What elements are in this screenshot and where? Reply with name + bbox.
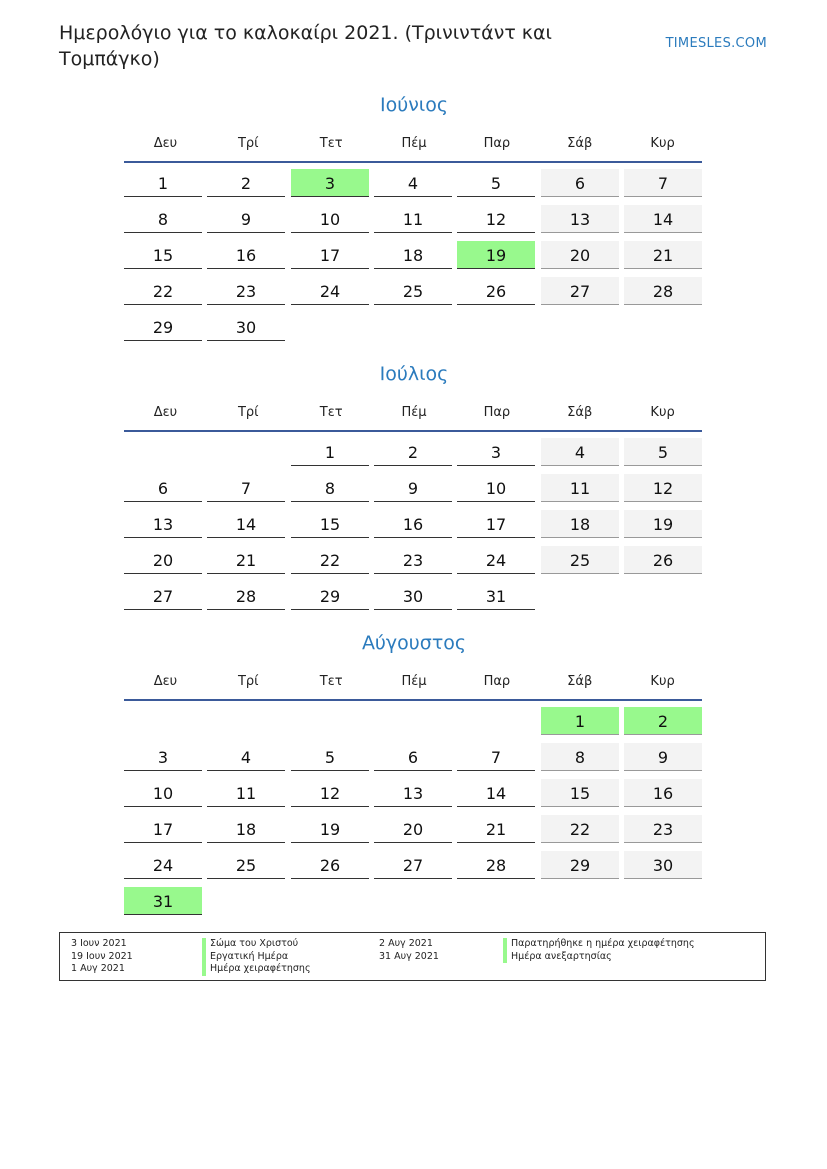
legend-dates-2 <box>379 938 439 963</box>
day-cell[interactable]: 29 <box>124 313 202 341</box>
day-cell[interactable]: 22 <box>291 546 369 574</box>
weekday-label: Κυρ <box>650 136 675 151</box>
day-cell[interactable]: 27 <box>541 277 619 305</box>
day-cell[interactable]: 17 <box>457 510 535 538</box>
header-divider <box>124 699 702 701</box>
weekday-label: Πέμ <box>401 405 427 420</box>
day-cell[interactable]: 28 <box>457 851 535 879</box>
weekday-header <box>124 674 704 689</box>
weekday-label: Πέμ <box>401 674 427 689</box>
month-name: Ιούλιος <box>379 363 449 385</box>
weekday-label: Παρ <box>483 136 511 151</box>
weekday-label: Σάβ <box>567 405 593 420</box>
day-cell[interactable]: 8 <box>124 205 202 233</box>
day-cell[interactable]: 28 <box>624 277 702 305</box>
holiday-legend <box>59 932 766 981</box>
day-cell[interactable]: 26 <box>291 851 369 879</box>
day-cell-holiday[interactable]: 31 <box>124 887 202 915</box>
day-cell[interactable]: 18 <box>207 815 285 843</box>
day-cell[interactable]: 15 <box>124 241 202 269</box>
day-cell[interactable]: 6 <box>124 474 202 502</box>
day-cell[interactable]: 18 <box>541 510 619 538</box>
day-cell[interactable]: 25 <box>541 546 619 574</box>
day-cell[interactable]: 16 <box>624 779 702 807</box>
day-cell[interactable]: 18 <box>374 241 452 269</box>
day-cell[interactable]: 9 <box>624 743 702 771</box>
legend-date: 1 Αυγ 2021 <box>71 963 125 975</box>
day-cell[interactable]: 9 <box>207 205 285 233</box>
day-cell[interactable]: 13 <box>124 510 202 538</box>
day-cell[interactable]: 6 <box>541 169 619 197</box>
day-cell[interactable]: 30 <box>624 851 702 879</box>
day-cell[interactable]: 1 <box>291 438 369 466</box>
day-cell[interactable]: 21 <box>624 241 702 269</box>
day-cell[interactable]: 14 <box>624 205 702 233</box>
legend-names-2 <box>503 938 695 963</box>
day-cell[interactable]: 11 <box>541 474 619 502</box>
day-cell[interactable]: 11 <box>207 779 285 807</box>
day-cell[interactable]: 30 <box>207 313 285 341</box>
header-divider <box>124 430 702 432</box>
day-cell[interactable]: 8 <box>291 474 369 502</box>
day-cell[interactable]: 17 <box>124 815 202 843</box>
day-cell[interactable]: 23 <box>207 277 285 305</box>
day-cell[interactable]: 10 <box>457 474 535 502</box>
month-name: Ιούνιος <box>379 94 449 116</box>
legend-holiday: Σώμα του Χριστού <box>202 938 311 951</box>
day-cell[interactable]: 15 <box>291 510 369 538</box>
day-cell[interactable]: 11 <box>374 205 452 233</box>
legend-holiday: Εργατική Ημέρα <box>202 951 311 964</box>
day-cell[interactable]: 27 <box>124 582 202 610</box>
weekday-label: Κυρ <box>650 674 675 689</box>
weekday-label: Δευ <box>153 405 178 420</box>
day-cell[interactable]: 7 <box>207 474 285 502</box>
day-cell[interactable]: 6 <box>374 743 452 771</box>
day-cell[interactable]: 5 <box>457 169 535 197</box>
weekday-label: Τρί <box>237 674 259 689</box>
day-cell[interactable]: 5 <box>291 743 369 771</box>
weekday-label: Παρ <box>483 405 511 420</box>
legend-holiday: Ημέρα χειραφέτησης <box>202 963 311 976</box>
weekday-label: Σάβ <box>567 136 593 151</box>
day-cell[interactable]: 19 <box>624 510 702 538</box>
day-cell[interactable]: 12 <box>291 779 369 807</box>
day-cell[interactable]: 12 <box>624 474 702 502</box>
day-cell[interactable]: 10 <box>291 205 369 233</box>
day-cell[interactable]: 3 <box>124 743 202 771</box>
day-cell[interactable]: 20 <box>374 815 452 843</box>
day-cell[interactable]: 15 <box>541 779 619 807</box>
day-cell[interactable]: 25 <box>207 851 285 879</box>
day-cell[interactable]: 24 <box>457 546 535 574</box>
day-cell[interactable]: 21 <box>207 546 285 574</box>
day-cell[interactable]: 13 <box>374 779 452 807</box>
day-cell[interactable]: 23 <box>624 815 702 843</box>
weekday-header <box>124 136 704 151</box>
day-cell[interactable]: 20 <box>541 241 619 269</box>
page-title: Ημερολόγιο για το καλοκαίρι 2021. (Τρινιντάντ και Τομπάγκο) <box>59 22 552 70</box>
day-cell-holiday[interactable]: 19 <box>457 241 535 269</box>
day-cell[interactable]: 22 <box>541 815 619 843</box>
day-cell[interactable]: 14 <box>457 779 535 807</box>
legend-holiday: Ημέρα ανεξαρτησίας <box>503 951 695 964</box>
day-cell[interactable]: 9 <box>374 474 452 502</box>
day-cell[interactable]: 2 <box>374 438 452 466</box>
weekday-label: Δευ <box>153 674 178 689</box>
day-cell[interactable]: 24 <box>124 851 202 879</box>
day-cell-holiday[interactable]: 1 <box>541 707 619 735</box>
legend-names-1 <box>202 938 311 976</box>
day-cell[interactable]: 12 <box>457 205 535 233</box>
day-cell[interactable]: 22 <box>124 277 202 305</box>
day-cell[interactable]: 17 <box>291 241 369 269</box>
day-cell[interactable]: 4 <box>541 438 619 466</box>
day-cell[interactable]: 13 <box>541 205 619 233</box>
day-cell[interactable]: 1 <box>124 169 202 197</box>
day-cell[interactable]: 16 <box>374 510 452 538</box>
day-cell[interactable]: 24 <box>291 277 369 305</box>
weekday-label: Κυρ <box>650 405 675 420</box>
day-cell[interactable]: 7 <box>457 743 535 771</box>
site-link[interactable]: TIMESLES.COM <box>665 36 767 51</box>
legend-date: 3 Ιουν 2021 <box>71 938 127 949</box>
day-cell[interactable]: 8 <box>541 743 619 771</box>
day-cell[interactable]: 7 <box>624 169 702 197</box>
weekday-label: Παρ <box>483 674 511 689</box>
day-cell[interactable]: 27 <box>374 851 452 879</box>
weekday-label: Τρί <box>237 136 259 151</box>
legend-dates-1 <box>71 938 133 976</box>
legend-holiday: Παρατηρήθηκε η ημέρα χειραφέτησης <box>503 938 695 951</box>
weekday-label: Δευ <box>153 136 178 151</box>
day-cell[interactable]: 28 <box>207 582 285 610</box>
legend-date: 2 Αυγ 2021 <box>379 938 433 949</box>
weekday-label: Πέμ <box>401 136 427 151</box>
day-cell[interactable]: 4 <box>207 743 285 771</box>
day-cell-holiday[interactable]: 2 <box>624 707 702 735</box>
weekday-label: Τετ <box>319 405 343 420</box>
legend-date: 19 Ιουν 2021 <box>71 950 133 962</box>
weekday-label: Τετ <box>319 674 343 689</box>
day-cell[interactable]: 29 <box>541 851 619 879</box>
weekday-label: Τρί <box>237 405 259 420</box>
day-cell-holiday[interactable]: 3 <box>291 169 369 197</box>
day-cell[interactable]: 3 <box>457 438 535 466</box>
day-cell[interactable]: 30 <box>374 582 452 610</box>
day-cell[interactable]: 29 <box>291 582 369 610</box>
day-cell[interactable]: 16 <box>207 241 285 269</box>
day-cell[interactable]: 10 <box>124 779 202 807</box>
day-cell[interactable]: 4 <box>374 169 452 197</box>
weekday-label: Τετ <box>319 136 343 151</box>
legend-date: 31 Αυγ 2021 <box>379 950 439 962</box>
day-cell[interactable]: 31 <box>457 582 535 610</box>
day-cell[interactable]: 14 <box>207 510 285 538</box>
weekday-label: Σάβ <box>567 674 593 689</box>
month-name: Αύγουστος <box>361 632 467 654</box>
header-divider <box>124 161 702 163</box>
day-cell[interactable]: 5 <box>624 438 702 466</box>
day-cell[interactable]: 26 <box>457 277 535 305</box>
day-cell[interactable]: 25 <box>374 277 452 305</box>
weekday-header <box>124 405 704 420</box>
day-cell[interactable]: 20 <box>124 546 202 574</box>
day-cell[interactable]: 19 <box>291 815 369 843</box>
day-cell[interactable]: 21 <box>457 815 535 843</box>
day-cell[interactable]: 26 <box>624 546 702 574</box>
day-cell[interactable]: 2 <box>207 169 285 197</box>
day-cell[interactable]: 23 <box>374 546 452 574</box>
